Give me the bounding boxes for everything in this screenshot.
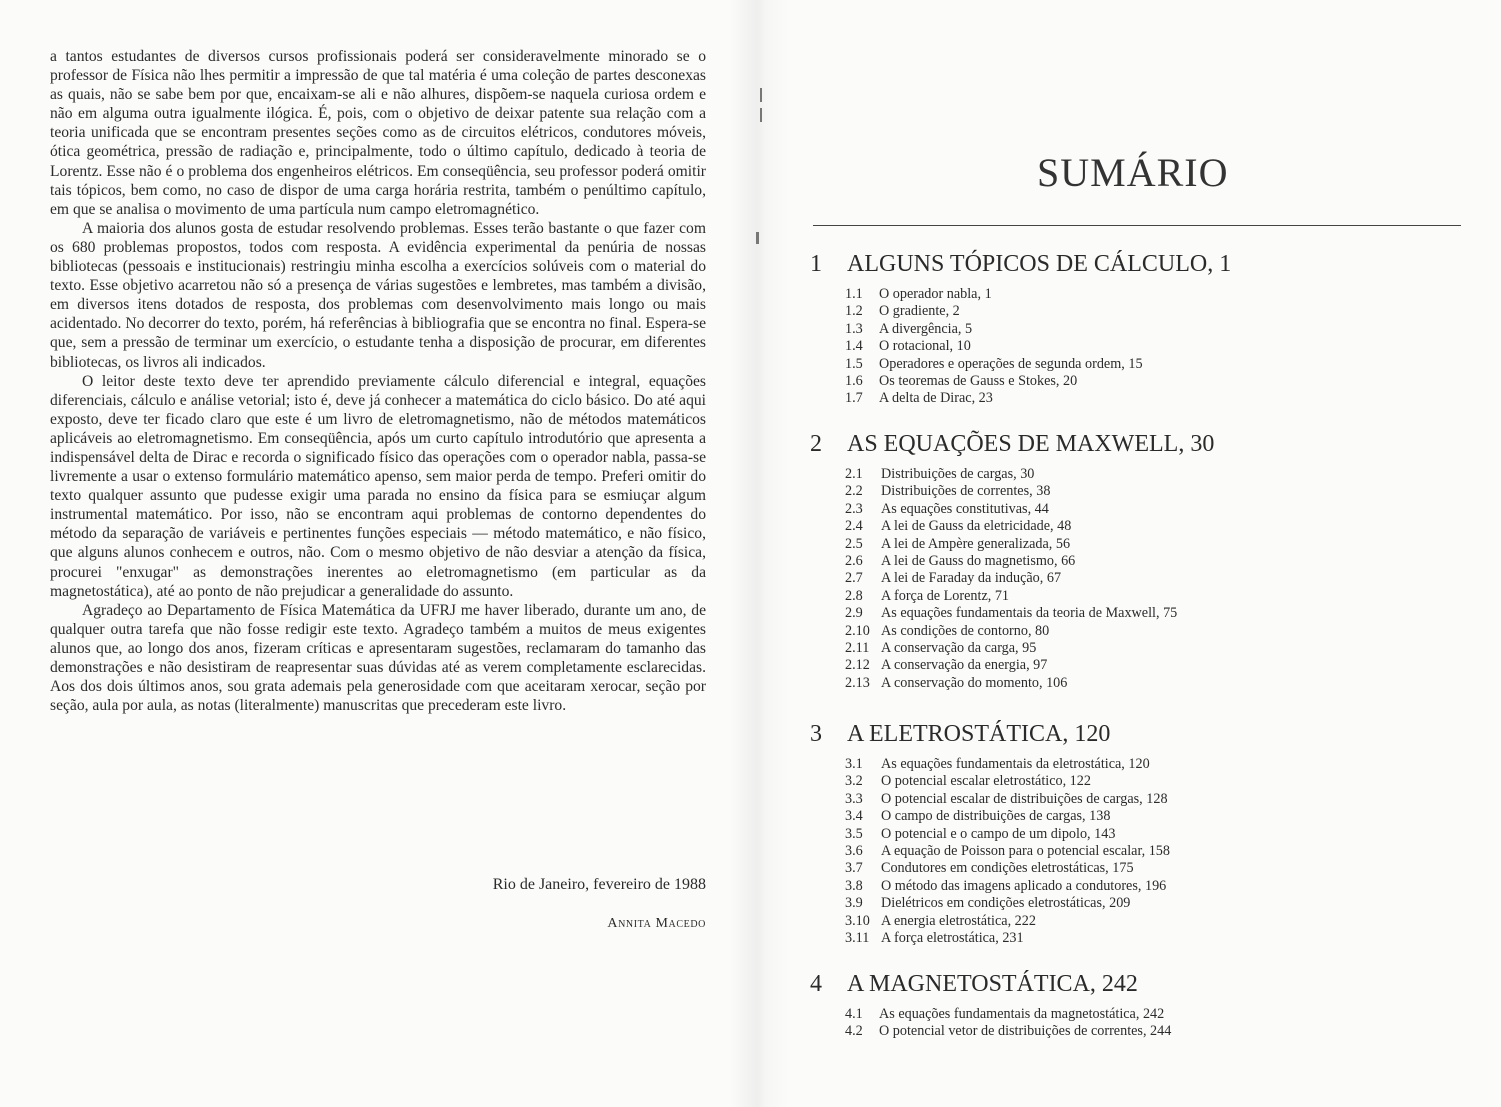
- toc-section: [845, 286, 1448, 303]
- section-title: A lei de Faraday da indução, 67: [881, 570, 1062, 587]
- section-number: 2.5: [845, 535, 863, 552]
- section-title: As equações fundamentais da magnetostática, 242: [879, 1006, 1165, 1022]
- book-gutter: [730, 0, 790, 1107]
- toc-section: [845, 623, 1448, 640]
- preface-text: [50, 47, 706, 715]
- section-list: [845, 466, 1448, 692]
- chapter-number: 4: [810, 971, 822, 997]
- chapter-heading: [808, 720, 1448, 748]
- toc-section: [845, 501, 1448, 518]
- section-number: 3.2: [845, 773, 863, 790]
- section-list: [845, 1006, 1448, 1041]
- section-title: O método das imagens aplicado a condutores, 196: [881, 877, 1167, 894]
- section-number: 3.7: [845, 860, 863, 877]
- toc-divider: [813, 225, 1461, 226]
- toc-chapter: [808, 250, 1448, 408]
- section-number: 2.9: [845, 605, 863, 622]
- toc-chapter: [808, 970, 1448, 1041]
- section-number: 2.7: [845, 570, 863, 587]
- section-title: A equação de Poisson para o potencial escalar, 158: [881, 843, 1170, 860]
- section-number: 2.12: [845, 657, 870, 674]
- section-title: A lei de Gauss do magnetismo, 66: [881, 553, 1076, 570]
- section-title: A força eletrostática, 231: [881, 930, 1024, 947]
- section-number: 2.10: [845, 622, 870, 639]
- section-number: 2.13: [845, 674, 870, 691]
- section-title: Dielétricos em condições eletrostáticas, 209: [881, 895, 1131, 912]
- section-number: 1.2: [845, 303, 863, 320]
- section-title: As equações fundamentais da eletrostática, 120: [881, 756, 1150, 772]
- section-number: 1.3: [845, 320, 863, 337]
- section-number: 2.8: [845, 587, 863, 604]
- toc-section: [845, 843, 1448, 860]
- toc-section: [845, 895, 1448, 912]
- toc-section: [845, 390, 1448, 407]
- chapter-title: AS EQUAÇÕES DE MAXWELL, 30: [847, 431, 1215, 457]
- section-title: A divergência, 5: [879, 320, 973, 337]
- section-title: O rotacional, 10: [879, 338, 971, 355]
- section-title: O gradiente, 2: [879, 303, 960, 320]
- section-number: 3.8: [845, 877, 863, 894]
- toc-section: [845, 553, 1448, 570]
- section-number: 3.11: [845, 930, 870, 947]
- toc-section: [845, 657, 1448, 674]
- gutter-mark: [760, 88, 762, 102]
- toc-section: [845, 588, 1448, 605]
- section-number: 1.1: [845, 286, 863, 302]
- section-number: 3.9: [845, 895, 863, 912]
- section-number: 1.6: [845, 373, 863, 390]
- toc-section: [845, 570, 1448, 587]
- section-title: A lei de Ampère generalizada, 56: [881, 535, 1071, 552]
- section-title: Os teoremas de Gauss e Stokes, 20: [879, 373, 1078, 390]
- toc-title: SUMÁRIO: [1037, 150, 1229, 195]
- chapter-number: 3: [810, 721, 822, 747]
- toc-section: [845, 483, 1448, 500]
- section-title: O operador nabla, 1: [879, 286, 992, 302]
- section-number: 1.5: [845, 355, 863, 372]
- toc-section: [845, 356, 1448, 373]
- toc-section: [845, 466, 1448, 483]
- preface-paragraph: A maioria dos alunos gosta de estudar resolvendo problemas. Esses terão bastante o que fazer com os 680 problemas propostos, todos com resposta. A evidência experimental da penúria de nossas bibliotecas (pessoais e institucionais) restringiu minha escolha a exercícios solúveis com o material do texto. Esse objetivo acarretou não só a presença de várias sugestões e lembretes, mas também a divisão, em diversos itens dotados de resposta, dos problemas com desenvolvimento mais longo ou mais acidentado. No decorrer do texto, porém, há referências à bibliografia que se encontra no final. Espera-se que, sem a pressão de terminar um exercício, o estudante tenha a disposição de procurar, em diferentes bibliotecas, os livros ali indicados.: [50, 219, 706, 371]
- section-title: O potencial vetor de distribuições de correntes, 244: [879, 1023, 1172, 1040]
- section-number: 2.6: [845, 553, 863, 570]
- toc-section: [845, 791, 1448, 808]
- section-title: O potencial escalar eletrostático, 122: [881, 773, 1091, 790]
- chapter-number: 1: [810, 251, 822, 277]
- section-title: A conservação da carga, 95: [881, 640, 1037, 657]
- chapter-heading: [808, 430, 1448, 458]
- chapter-heading: [808, 250, 1448, 278]
- toc-section: [845, 808, 1448, 825]
- preface-paragraph: a tantos estudantes de diversos cursos profissionais poderá ser consideravelmente minorado se o professor de Física não lhes permitir a impressão de que tal matéria é uma coleção de partes desconexas as quais, não se sabe bem por que, encaixam-se ali e não alhures, dispõem-se naquela curiosa ordem e não em alguma outra igualmente ilógica. É, pois, com o objetivo de deixar patente sua relação com a teoria unificada que se encontram presentes seções como as de circuitos elétricos, condutores móveis, ótica geométrica, pressão de radiação e, principalmente, todo o último capítulo, dedicado à teoria de Lorentz. Esse não é o problema dos engenheiros elétricos. Em conseqüência, seu professor poderá omitir tais tópicos, bem como, no caso de dispor de uma carga horária restrita, também o penúltimo capítulo, em que se analisa o movimento de uma partícula num campo eletromagnético.: [50, 48, 706, 218]
- toc-section: [845, 338, 1448, 355]
- preface-paragraph: Agradeço ao Departamento de Física Matemática da UFRJ me haver liberado, durante um ano, de qualquer outra tarefa que não fosse redigir este texto. Agradeço também a muitos de meus exigentes alunos que, ao longo dos anos, fizeram críticas e apresentaram sugestões, reclamaram do tamanho das demonstrações e não desistiram de reapresentar suas dúvidas até as verem completamente esclarecidas. Aos dos dois últimos anos, sou grata ademais pela generosidade com que aceitaram xerocar, seção por seção, aula por aula, as notas (literalmente) manuscritas que precederam este livro.: [50, 601, 706, 715]
- section-title: A energia eletrostática, 222: [881, 912, 1036, 929]
- place-date: Rio de Janeiro, fevereiro de 1988: [492, 876, 706, 893]
- toc-section: [845, 536, 1448, 553]
- chapter-title: A MAGNETOSTÁTICA, 242: [847, 971, 1138, 997]
- section-number: 2.2: [845, 483, 863, 500]
- section-number: 3.3: [845, 790, 863, 807]
- section-number: 2.1: [845, 466, 863, 482]
- section-title: As equações fundamentais da teoria de Maxwell, 75: [881, 605, 1178, 622]
- section-title: A conservação do momento, 106: [881, 674, 1068, 691]
- toc-section: [845, 640, 1448, 657]
- section-title: O potencial e o campo de um dipolo, 143: [881, 825, 1116, 842]
- section-title: A força de Lorentz, 71: [881, 587, 1010, 604]
- chapter-heading: [808, 970, 1448, 998]
- section-number: 1.7: [845, 390, 863, 407]
- section-title: A lei de Gauss da eletricidade, 48: [881, 518, 1072, 535]
- section-number: 4.2: [845, 1023, 863, 1040]
- toc-section: [845, 826, 1448, 843]
- section-number: 2.3: [845, 500, 863, 517]
- section-number: 3.1: [845, 756, 863, 772]
- preface-paragraph: O leitor deste texto deve ter aprendido previamente cálculo diferencial e integral, equações diferenciais, cálculo e análise vetorial; isto é, deve já conhecer a matemática do ciclo básico. Do até aqui exposto, deve ter ficado claro que este é um livro de eletromagnetismo, não de métodos matemáticos aplicáveis ao eletromagnetismo. Em conseqüência, após um curto capítulo introdutório que apresenta a indispensável delta de Dirac e recorda o significado físico das operações com o operador nabla, passa-se livremente a usar o extenso formulário matemático apenso, sem maior perda de tempo. Preferi omitir do texto qualquer assunto que pudesse exigir uma parada no ensino da física para se esmiuçar algum instrumental matemático. Por isso, não se encontram aqui problemas de contorno dependentes do método da separação de variáveis e pertinentes funções especiais — método matemático, e não físico, que alguns alunos conhecem e outros, não. Com o mesmo objetivo de não desviar a atenção da física, procurei "enxugar" as demonstrações inerentes ao eletromagnetismo (em particular as da magnetostática), até ao ponto de não prejudicar a generalidade do assunto.: [50, 372, 706, 600]
- section-list: [845, 756, 1448, 947]
- section-list: [845, 286, 1448, 408]
- toc-chapter: [808, 720, 1448, 947]
- section-number: 4.1: [845, 1006, 863, 1022]
- section-number: 2.11: [845, 640, 870, 657]
- section-number: 3.6: [845, 843, 863, 860]
- section-title: A conservação da energia, 97: [881, 657, 1048, 674]
- toc-section: [845, 756, 1448, 773]
- section-title: Distribuições de cargas, 30: [881, 466, 1035, 482]
- section-title: O potencial escalar de distribuições de cargas, 128: [881, 790, 1168, 807]
- toc-section: [845, 321, 1448, 338]
- chapter-title: ALGUNS TÓPICOS DE CÁLCULO, 1: [847, 251, 1232, 277]
- section-title: Distribuições de correntes, 38: [881, 483, 1051, 500]
- gutter-mark: [760, 108, 762, 122]
- gutter-mark: [756, 232, 759, 244]
- section-number: 3.10: [845, 912, 870, 929]
- author-signature: Annita Macedo: [607, 916, 706, 931]
- section-number: 2.4: [845, 518, 863, 535]
- section-title: As condições de contorno, 80: [881, 622, 1050, 639]
- toc-section: [845, 930, 1448, 947]
- toc-chapter: [808, 430, 1448, 692]
- section-title: A delta de Dirac, 23: [879, 390, 993, 407]
- toc-section: [845, 605, 1448, 622]
- section-number: 3.5: [845, 825, 863, 842]
- toc-section: [845, 913, 1448, 930]
- chapter-title: A ELETROSTÁTICA, 120: [847, 721, 1111, 747]
- toc-section: [845, 518, 1448, 535]
- section-title: Condutores em condições eletrostáticas, 175: [881, 860, 1134, 877]
- toc-section: [845, 1006, 1448, 1023]
- section-number: 1.4: [845, 338, 863, 355]
- toc-section: [845, 303, 1448, 320]
- section-number: 3.4: [845, 808, 863, 825]
- section-title: As equações constitutivas, 44: [881, 500, 1049, 517]
- toc-section: [845, 773, 1448, 790]
- section-title: Operadores e operações de segunda ordem, 15: [879, 355, 1143, 372]
- toc-section: [845, 860, 1448, 877]
- toc-section: [845, 675, 1448, 692]
- toc-section: [845, 373, 1448, 390]
- toc-section: [845, 878, 1448, 895]
- toc-section: [845, 1023, 1448, 1040]
- section-title: O campo de distribuições de cargas, 138: [881, 808, 1111, 825]
- chapter-number: 2: [810, 431, 822, 457]
